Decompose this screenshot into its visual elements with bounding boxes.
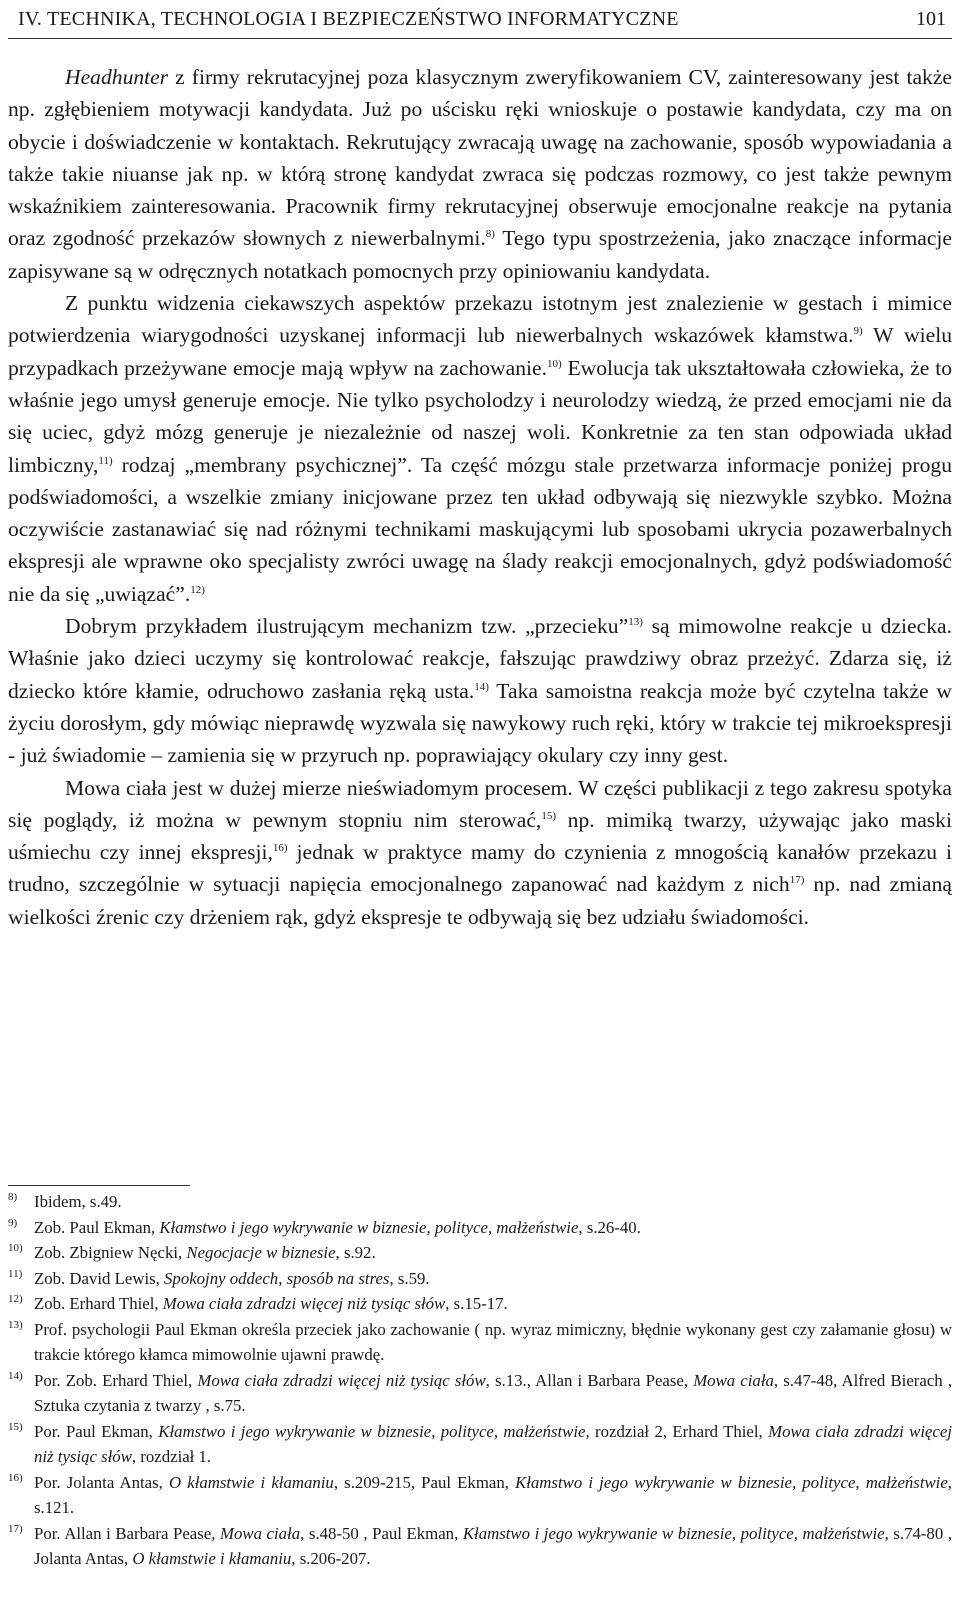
text-span: rodzaj „membrany psychicznej”. Ta część mózgu stale przetwarza informacje poniżej progu podświadomości, a wszelkie zmiany inicjowane przez ten układ odbywają się niezwykle szybko. Można oczywiście zastanawiać się nad różnymi technikami maskującymi lub sposobami ukrycia pozawerbalnych ekspresji ale wprawne oko specjalisty zwróci uwagę na ślady reakcji emocjonalnych, gdyż podświadomość nie da się „uwiązać”. — [8, 452, 952, 606]
text-span: , s.92. — [335, 1243, 376, 1262]
footnote-reference: 16) — [272, 842, 288, 855]
footnote — [8, 1291, 952, 1317]
paragraph — [8, 287, 952, 610]
footnote-number: 16) — [8, 1471, 23, 1484]
italic-span: Kłamstwo i jego wykrywanie w biznesie, polityce, małżeństwie — [158, 1421, 586, 1441]
chapter-title: IV. TECHNIKA, TECHNOLOGIA I BEZPIECZEŃSTWO INFORMATYCZNE — [18, 8, 679, 30]
text-span: , s.59. — [389, 1268, 430, 1288]
text-span: Por. Allan i Barbara Pease, — [34, 1523, 221, 1543]
italic-span: Kłamstwo i jego wykrywanie w biznesie, polityce, małżeństwie — [515, 1472, 948, 1492]
footnote-text — [34, 1368, 952, 1419]
text-span: z firmy rekrutacyjnej poza klasycznym zweryfikowaniem CV, zainteresowany jest także np. zgłębieniem motywacji kandydata. Już po uścisku ręki wnioskuje o postawie kandydata, czy ma on obycie i doświadczenie w kontaktach. Rekrutujący zwracają uwagę na zachowanie, sposób wypowiadania a także takie niuanse jak np. w którą stronę kandydat zwraca się podczas rozmowy, co jest także pewnym wskaźnikiem zainteresowania. Pracownik firmy rekrutacyjnej obserwuje emocjonalne reakcje na pytania oraz zgodność przekazów słownych z niewerbalnymi. — [8, 65, 952, 251]
text-span: , s.74-80 , Jolanta Antas, — [34, 1523, 952, 1568]
footnote-number: 9) — [8, 1216, 18, 1229]
footnote-number: 12) — [8, 1293, 23, 1305]
footnote-text — [34, 1419, 952, 1470]
footnote — [8, 1189, 952, 1215]
italic-span: O kłamstwie i kłamaniu — [132, 1549, 292, 1568]
footnote-reference: 13) — [628, 616, 643, 629]
footnote — [8, 1317, 952, 1368]
footnote-number: 10) — [8, 1242, 23, 1254]
text-span: Taka samoistna reakcja może być czytelna także w życiu dorosłym, gdy mówiąc nieprawdę wyzwala się nawykowy ruch ręki, który w trakcie tej mikroekspresji - już świadomie – zamienia się w przyruch np. poprawiający okulary czy inny gest. — [8, 678, 952, 768]
text-span: Mowa ciała jest w dużej mierze nieświadomym procesem. W części publikacji z tego zakresu spotyka się poglądy, iż można w pewnym stopniu nim sterować, — [8, 775, 952, 832]
italic-span: Mowa ciała zdradzi więcej niż tysiąc słów — [34, 1421, 952, 1466]
footnote-text — [34, 1470, 952, 1521]
text-span: , rozdział 1. — [131, 1447, 212, 1466]
footnote — [8, 1266, 952, 1292]
text-span: , s.13., Allan i Barbara Pease, — [485, 1370, 694, 1390]
footnote-number: 14) — [8, 1369, 23, 1382]
footnote-number: 11) — [8, 1267, 23, 1280]
text-span: , s.206-207. — [291, 1549, 371, 1568]
footnote — [8, 1470, 952, 1521]
text-span: Zob. Erhard Thiel, — [34, 1294, 163, 1313]
text-span: Dobrym przykładem ilustrującym mechanizm tzw. „przecieku” — [65, 614, 629, 639]
footnote-text — [34, 1266, 952, 1292]
footnotes — [8, 1189, 952, 1572]
text-span: , s.15-17. — [445, 1294, 508, 1313]
paragraph — [8, 772, 952, 933]
footnote-text — [34, 1317, 952, 1368]
footnote-text — [34, 1521, 952, 1572]
paragraph — [8, 610, 952, 771]
text-span: , rozdział 2, Erhard Thiel, — [585, 1421, 769, 1441]
footnote-text — [34, 1291, 952, 1317]
footnote — [8, 1215, 952, 1241]
text-span: Ewolucja tak ukształtowała człowieka, że to właśnie jego umysł generuje emocje. Nie tylko psycholodzy i neurolodzy wiedzą, że przed emocjami nie da się uciec, gdyż mózg generuje je niezależnie od naszej woli. Konkretnie za ten stan odpowiada układ limbiczny, — [8, 355, 952, 477]
footnote-text — [34, 1189, 952, 1215]
footnote — [8, 1521, 952, 1572]
text-span: Prof. psychologii Paul Ekman określa przeciek jako zachowanie ( np. wyraz mimiczny, błędnie wykonany gest czy załamanie głosu) w trakcie którego kłamca mimowolnie ujawni prawdę. — [34, 1319, 952, 1364]
footnote-number: 15) — [8, 1420, 23, 1433]
italic-span: Negocjacje w biznesie — [186, 1243, 336, 1262]
footnote-number: 13) — [8, 1318, 23, 1331]
text-span: Por. Zob. Erhard Thiel, — [34, 1370, 198, 1390]
footnote-reference: 14) — [474, 680, 489, 693]
paragraph — [8, 61, 952, 287]
footnote-reference: 15) — [541, 809, 556, 822]
page-number: 101 — [916, 8, 946, 30]
text-span: są mimowolne reakcje u dziecka. Właśnie jako dzieci uczymy się kontrolować reakcje, fałszując prawdziwy obraz przeżyć. Zdarza się, iż dziecko które kłamie, odruchowo zasłania ręką usta. — [8, 614, 953, 703]
text-span: Tego typu spostrzeżenia, jako znaczące informacje zapisywane są w odręcznych notatkach pomocnych przy opiniowaniu kandydata. — [8, 226, 953, 283]
footnote-reference: 10) — [546, 357, 562, 370]
text-span: Zob. Paul Ekman, — [34, 1217, 160, 1237]
text-span: , s.26-40. — [578, 1217, 641, 1237]
footnote-reference: 12) — [190, 583, 205, 596]
italic-span: Kłamstwo i jego wykrywanie w biznesie, polityce, małżeństwie — [462, 1523, 885, 1543]
footnote — [8, 1419, 952, 1470]
text-span: np. mimiką twarzy, używając jako maski uśmiechu czy innej ekspresji, — [8, 807, 952, 865]
italic-span: O kłamstwie i kłamaniu — [169, 1472, 334, 1492]
text-span: Zob. Zbigniew Nęcki, — [34, 1243, 187, 1262]
footnote — [8, 1368, 952, 1419]
text-span: , s.47-48, Alfred Bierach , Sztuka czytania z twarzy , s.75. — [34, 1370, 953, 1415]
footnote-number: 8) — [8, 1191, 18, 1203]
main-text — [8, 61, 952, 933]
text-span: Por. Jolanta Antas, — [34, 1472, 169, 1492]
italic-span: Spokojny oddech, sposób na stres — [164, 1268, 390, 1288]
italic-span: Kłamstwo i jego wykrywanie w biznesie, polityce, małżeństwie — [159, 1217, 579, 1237]
footnote-reference: 17) — [789, 874, 805, 887]
footnote-separator — [8, 1185, 190, 1186]
text-span: Ibidem, s.49. — [34, 1192, 122, 1211]
italic-span: Mowa ciała — [693, 1370, 774, 1390]
footnote-number: 17) — [8, 1522, 23, 1535]
text-span: W wielu przypadkach przeżywane emocje mają wpływ na zachowanie. — [8, 323, 953, 380]
text-span: , s.209-215, Paul Ekman, — [333, 1472, 516, 1492]
italic-span: Headhunter — [65, 65, 169, 89]
footnote-reference: 8) — [485, 228, 495, 241]
footnote-reference: 11) — [98, 454, 113, 467]
text-span: np. nad zmianą wielkości źrenic czy drżeniem rąk, gdyż ekspresje te odbywają się bez udziału świadomości. — [8, 872, 952, 929]
footnote-reference: 9) — [853, 325, 863, 338]
text-span: jednak w praktyce mamy do czynienia z mnogością kanałów przekazu i trudno, szczególnie w sytuacji napięcia emocjonalnego zapanować nad każdym z nich — [8, 840, 952, 897]
text-span: , s.121. — [34, 1472, 952, 1517]
text-span: Z punktu widzenia ciekawszych aspektów przekazu istotnym jest znalezienie w gestach i mimice potwierdzenia wiarygodności uzyskanej informacji lub niewerbalnych wskazówek kłamstwa. — [8, 291, 952, 348]
text-span: Zob. David Lewis, — [34, 1268, 165, 1288]
running-header — [8, 8, 952, 39]
italic-span: Mowa ciała zdradzi więcej niż tysiąc słów — [197, 1370, 486, 1390]
text-span: Por. Paul Ekman, — [34, 1421, 159, 1441]
italic-span: Mowa ciała zdradzi więcej niż tysiąc słów — [162, 1294, 446, 1313]
text-span: , s.48-50 , Paul Ekman, — [300, 1523, 463, 1543]
italic-span: Mowa ciała — [220, 1523, 301, 1543]
footnote-text — [34, 1240, 952, 1266]
footnote — [8, 1240, 952, 1266]
footnote-text — [34, 1215, 952, 1241]
